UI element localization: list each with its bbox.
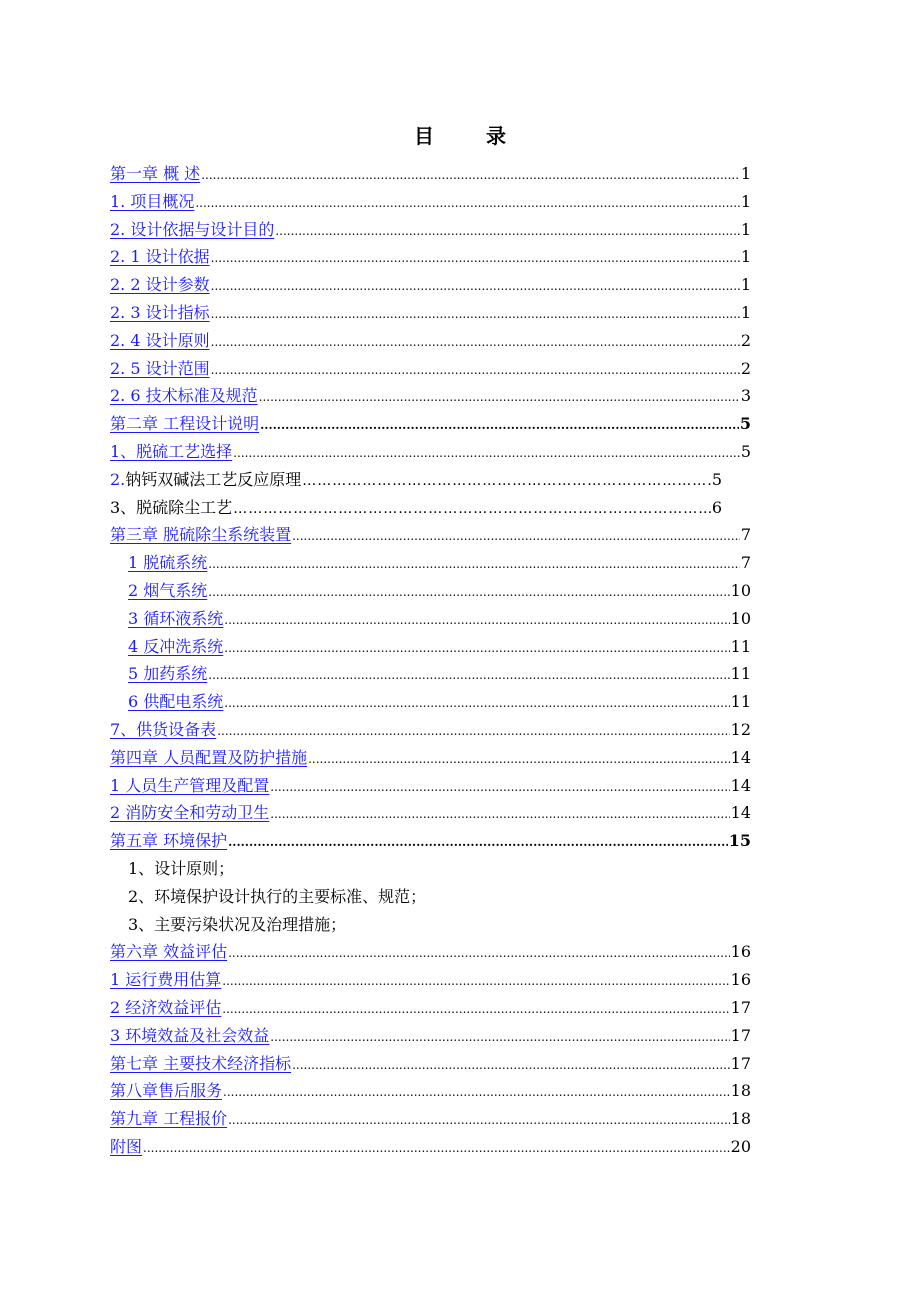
toc-entry-link[interactable]: 3 循环液系统 xyxy=(128,608,224,628)
toc-entry-link[interactable]: 6 供配电系统 xyxy=(128,692,224,712)
toc-entry-link[interactable]: 第二章 工程设计说明 xyxy=(110,414,260,434)
toc-dot-leader xyxy=(211,245,740,273)
toc-row[interactable] xyxy=(110,216,751,244)
title-char-1: 目 xyxy=(414,124,434,148)
toc-page-number: 15 xyxy=(728,831,751,851)
toc-dot-leader xyxy=(201,162,740,190)
toc-entry-label: 1、设计原则； xyxy=(128,858,235,878)
toc-row[interactable] xyxy=(110,660,751,688)
toc-entry-link[interactable]: 2 烟气系统 xyxy=(128,580,208,600)
toc-dot-leader xyxy=(270,801,729,829)
toc-row[interactable] xyxy=(110,1050,751,1078)
toc-dot-leader xyxy=(259,384,740,412)
toc-page-number: 7 xyxy=(740,553,751,573)
toc-page-number: 11 xyxy=(730,664,751,684)
toc-dot-leader xyxy=(223,1079,730,1107)
toc-row[interactable] xyxy=(110,410,751,438)
toc-dot-leader xyxy=(195,190,739,218)
toc-dot-leader xyxy=(211,357,740,385)
toc-entry-link[interactable]: 第三章 脱硫除尘系统装置 xyxy=(110,525,292,545)
toc-entry-link[interactable]: 附图 xyxy=(110,1136,143,1156)
toc-row[interactable] xyxy=(110,1105,751,1133)
toc-entry-link[interactable]: 5 加药系统 xyxy=(128,664,208,684)
toc-row[interactable] xyxy=(110,382,751,410)
toc-row[interactable] xyxy=(110,716,751,744)
toc-row xyxy=(110,855,751,883)
toc-entry-link[interactable]: 第九章 工程报价 xyxy=(110,1109,228,1129)
toc-row[interactable] xyxy=(110,966,751,994)
toc-dot-leader xyxy=(292,523,740,551)
toc-page-number: 1 xyxy=(740,219,751,239)
toc-page-number: 17 xyxy=(730,1025,751,1045)
toc-row[interactable] xyxy=(110,355,751,383)
toc-row[interactable] xyxy=(110,1133,751,1161)
toc-page-number: 12 xyxy=(730,719,751,739)
toc-dot-leader xyxy=(211,329,740,357)
toc-entry-label: 2、环境保护设计执行的主要标准、规范； xyxy=(128,886,427,906)
toc-dot-leader xyxy=(302,468,711,496)
toc-dot-leader xyxy=(270,1024,729,1052)
toc-row xyxy=(110,494,722,522)
toc-page-number: 1 xyxy=(740,247,751,267)
toc-dot-leader xyxy=(308,746,730,774)
toc-entry-text: 钠钙双碱法工艺反应原理 xyxy=(125,469,302,489)
toc-row[interactable] xyxy=(110,1077,751,1105)
toc-dot-leader xyxy=(208,551,740,579)
toc-dot-leader xyxy=(208,579,729,607)
toc-dot-leader xyxy=(211,273,740,301)
toc-page-number: 3 xyxy=(740,386,751,406)
toc-entry-link[interactable]: 1、脱硫工艺选择 xyxy=(110,441,233,461)
toc-row[interactable] xyxy=(110,521,751,549)
toc-page-number: 2 xyxy=(740,330,751,350)
toc-row xyxy=(110,911,751,939)
toc-entry-link[interactable]: 2. 1 设计依据 xyxy=(110,247,210,267)
toc-entry-link[interactable]: 2. 6 技术标准及规范 xyxy=(110,386,258,406)
toc-page-number: 1 xyxy=(740,164,751,183)
toc-dot-leader xyxy=(208,662,729,690)
toc-entry-link[interactable]: 3 环境效益及社会效益 xyxy=(110,1025,270,1045)
toc-row xyxy=(110,883,751,911)
toc-entry-link[interactable]: 1 人员生产管理及配置 xyxy=(110,775,270,795)
toc-page-number: 5 xyxy=(740,441,751,461)
toc-entry-link[interactable]: 第一章 概 述 xyxy=(110,164,201,183)
toc-entry-link[interactable]: 第六章 效益评估 xyxy=(110,942,228,962)
toc-entry-link[interactable]: 1 脱硫系统 xyxy=(128,553,208,573)
toc-page-number: 1 xyxy=(740,191,751,211)
toc-page-number: 20 xyxy=(730,1136,751,1156)
toc-dot-leader xyxy=(260,412,739,440)
toc-row[interactable] xyxy=(110,299,751,327)
toc-row[interactable] xyxy=(110,577,751,605)
toc-dot-leader xyxy=(224,607,729,635)
toc-row[interactable] xyxy=(110,772,751,800)
toc-page-number: 5 xyxy=(711,469,722,489)
toc-page-number: 7 xyxy=(740,525,751,545)
toc-entry-label xyxy=(110,466,301,494)
toc-entry-link[interactable]: 2. 2 设计参数 xyxy=(110,275,210,295)
toc-page-number: 2 xyxy=(740,358,751,378)
toc-page-number: 10 xyxy=(730,580,751,600)
toc-entry-link[interactable]: 4 反冲洗系统 xyxy=(128,636,224,656)
toc-entry-label: 3、主要污染状况及治理措施； xyxy=(128,914,347,934)
toc-page-number: 18 xyxy=(730,1109,751,1129)
toc-entry-number: 2. xyxy=(110,469,126,489)
toc-page-number: 16 xyxy=(730,970,751,990)
toc-row[interactable] xyxy=(110,605,751,633)
page-title xyxy=(0,120,920,149)
toc-row[interactable] xyxy=(110,1022,751,1050)
toc-row[interactable] xyxy=(110,549,751,577)
toc-entry-link[interactable]: 2. 5 设计范围 xyxy=(110,358,210,378)
toc-page-number: 17 xyxy=(730,997,751,1017)
toc-entry-link[interactable]: 1. 项目概况 xyxy=(110,191,195,211)
toc-dot-leader xyxy=(143,1135,730,1163)
toc-page-number: 11 xyxy=(730,692,751,712)
toc-row[interactable] xyxy=(110,633,751,661)
toc-dot-leader xyxy=(275,218,739,246)
toc-dot-leader xyxy=(224,635,729,663)
toc-entry-link[interactable]: 2 消防安全和劳动卫生 xyxy=(110,803,270,823)
toc-entry-label: 3、脱硫除尘工艺 xyxy=(110,497,233,517)
toc-row[interactable] xyxy=(110,327,751,355)
toc-page-number: 18 xyxy=(730,1081,751,1101)
toc-row[interactable] xyxy=(110,938,751,966)
toc-entry-link[interactable]: 2. 设计依据与设计目的 xyxy=(110,219,275,239)
toc-page-number: 6 xyxy=(711,497,722,517)
toc-row[interactable] xyxy=(110,271,751,299)
toc-page-number: 10 xyxy=(730,608,751,628)
toc-entry-link[interactable]: 2. 4 设计原则 xyxy=(110,330,210,350)
toc-entry-link[interactable]: 1 运行费用估算 xyxy=(110,970,222,990)
toc-dot-leader xyxy=(233,496,711,524)
toc-page-number: 5 xyxy=(739,414,751,434)
toc-row[interactable] xyxy=(110,243,751,271)
toc-dot-leader xyxy=(217,718,729,746)
toc-page-number: 16 xyxy=(730,942,751,962)
toc-dot-leader xyxy=(292,1052,730,1080)
toc-row xyxy=(110,466,722,494)
toc-entry-link[interactable]: 7、供货设备表 xyxy=(110,719,217,739)
toc-row[interactable] xyxy=(110,188,751,216)
toc-page-number: 1 xyxy=(740,302,751,322)
toc-dot-leader xyxy=(211,301,740,329)
toc-row[interactable] xyxy=(110,688,751,716)
toc-row[interactable] xyxy=(110,744,751,772)
toc-entry-link[interactable]: 2. 3 设计指标 xyxy=(110,302,210,322)
toc-page-number: 17 xyxy=(730,1053,751,1073)
toc-row[interactable] xyxy=(110,827,751,855)
toc-entry-link[interactable]: 第七章 主要技术经济指标 xyxy=(110,1053,292,1073)
toc-entry-link[interactable]: 第四章 人员配置及防护措施 xyxy=(110,747,308,767)
toc-row[interactable] xyxy=(110,994,751,1022)
toc-row[interactable] xyxy=(110,160,751,188)
toc-entry-link[interactable]: 第八章售后服务 xyxy=(110,1081,223,1101)
title-char-2: 录 xyxy=(486,124,506,148)
toc-page-number: 14 xyxy=(730,775,751,795)
toc-page-number: 14 xyxy=(730,803,751,823)
toc-dot-leader xyxy=(270,774,729,802)
toc-entry-link[interactable]: 第五章 环境保护 xyxy=(110,831,228,851)
toc-dot-leader xyxy=(228,940,730,968)
toc-dot-leader xyxy=(224,690,729,718)
toc-entry-link[interactable]: 2 经济效益评估 xyxy=(110,997,222,1017)
toc-page-number: 14 xyxy=(730,747,751,767)
toc-row[interactable] xyxy=(110,438,751,466)
toc-page-number: 1 xyxy=(740,275,751,295)
table-of-contents xyxy=(110,160,751,1161)
toc-page-number: 11 xyxy=(730,636,751,656)
toc-dot-leader xyxy=(228,1107,730,1135)
toc-dot-leader xyxy=(228,829,728,857)
toc-dot-leader xyxy=(233,440,740,468)
toc-row[interactable] xyxy=(110,799,751,827)
toc-dot-leader xyxy=(222,996,729,1024)
toc-dot-leader xyxy=(222,968,729,996)
